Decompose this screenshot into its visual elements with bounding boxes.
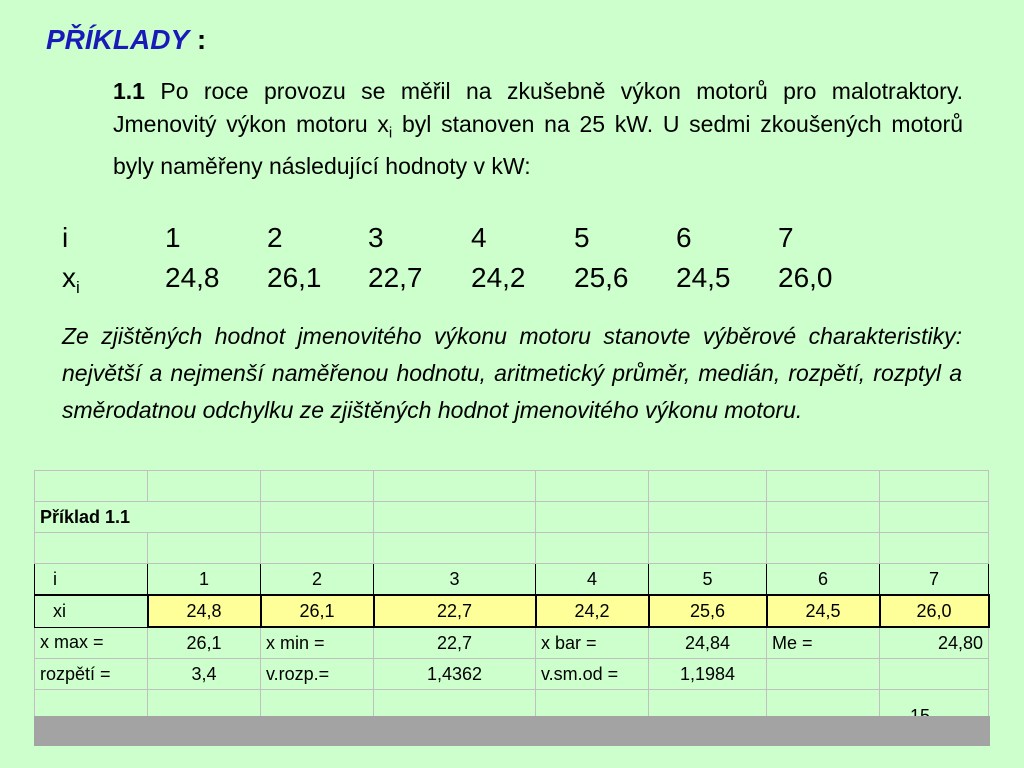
variance-label[interactable]: v.rozp.= bbox=[261, 659, 374, 690]
xbar-label[interactable]: x bar = bbox=[536, 627, 649, 659]
values-x-cell: 24,5 bbox=[676, 262, 731, 293]
sheet-i-cell[interactable]: 4 bbox=[536, 564, 649, 596]
sheet-x-cell[interactable]: 25,6 bbox=[649, 595, 767, 627]
sheet-cell[interactable] bbox=[374, 471, 536, 502]
sheet-x-cell[interactable]: 26,1 bbox=[261, 595, 374, 627]
task-line1: Po roce provozu se měřil na zkušebně výkon motorů pro malotraktory. Jmenovitý výkon motoru x bbox=[113, 78, 964, 137]
sheet-x-cell[interactable]: 24,8 bbox=[148, 595, 261, 627]
sheet-cell[interactable] bbox=[35, 533, 148, 564]
sheet-cell[interactable] bbox=[536, 471, 649, 502]
sheet-cell[interactable] bbox=[261, 502, 374, 533]
sheet-cell[interactable] bbox=[374, 502, 536, 533]
sheet-cell[interactable] bbox=[261, 471, 374, 502]
sheet-i-label[interactable]: i bbox=[35, 564, 148, 596]
sd-value[interactable]: 1,1984 bbox=[649, 659, 767, 690]
sheet-x-label[interactable]: xi bbox=[35, 595, 148, 627]
sheet-cell[interactable] bbox=[880, 659, 989, 690]
xbar-value[interactable]: 24,84 bbox=[649, 627, 767, 659]
title-colon: : bbox=[196, 24, 207, 55]
sheet-i-cell[interactable]: 7 bbox=[880, 564, 989, 596]
sheet-cell[interactable] bbox=[536, 502, 649, 533]
xmin-label[interactable]: x min = bbox=[261, 627, 374, 659]
sheet-cell[interactable] bbox=[880, 533, 989, 564]
values-i-cell: 5 bbox=[574, 222, 590, 253]
values-x-cell: 22,7 bbox=[368, 262, 423, 293]
spreadsheet-bottom-bar bbox=[34, 716, 990, 746]
sheet-cell[interactable] bbox=[880, 502, 989, 533]
sheet-x-cell[interactable]: 26,0 bbox=[880, 595, 989, 627]
median-label[interactable]: Me = bbox=[767, 627, 880, 659]
task-number: 1.1 bbox=[113, 78, 145, 104]
values-i-cell: 4 bbox=[471, 222, 487, 253]
values-x-cell: 24,8 bbox=[165, 262, 220, 293]
sheet-cell[interactable] bbox=[649, 471, 767, 502]
xmin-value[interactable]: 22,7 bbox=[374, 627, 536, 659]
sheet-i-cell[interactable]: 2 bbox=[261, 564, 374, 596]
sheet-row-x bbox=[35, 595, 989, 627]
values-x-cell: 26,1 bbox=[267, 262, 322, 293]
title-text: PŘÍKLADY bbox=[46, 24, 190, 55]
values-i-label: i bbox=[62, 222, 69, 253]
sheet-x-cell[interactable]: 24,2 bbox=[536, 595, 649, 627]
sheet-i-cell[interactable]: 1 bbox=[148, 564, 261, 596]
range-value[interactable]: 3,4 bbox=[148, 659, 261, 690]
sheet-cell[interactable] bbox=[148, 471, 261, 502]
sd-label[interactable]: v.sm.od = bbox=[536, 659, 649, 690]
spreadsheet-grid bbox=[34, 470, 990, 721]
values-x-label: $x_i$ bbox=[62, 262, 80, 297]
sheet-cell[interactable] bbox=[649, 533, 767, 564]
sheet-cell[interactable] bbox=[374, 533, 536, 564]
range-label[interactable]: rozpětí = bbox=[35, 659, 148, 690]
slide-title bbox=[46, 24, 206, 56]
sheet-row-stats2 bbox=[35, 659, 989, 690]
sheet-row-empty bbox=[35, 533, 989, 564]
xmax-value[interactable]: 26,1 bbox=[148, 627, 261, 659]
sheet-i-cell[interactable]: 3 bbox=[374, 564, 536, 596]
sheet-cell[interactable] bbox=[536, 533, 649, 564]
sheet-heading[interactable]: Příklad 1.1 bbox=[35, 502, 261, 533]
values-i-cell: 3 bbox=[368, 222, 384, 253]
sheet-row-i bbox=[35, 564, 989, 596]
values-i-cell: 2 bbox=[267, 222, 283, 253]
sheet-cell[interactable] bbox=[880, 471, 989, 502]
sheet-i-cell[interactable]: 5 bbox=[649, 564, 767, 596]
sheet-i-cell[interactable]: 6 bbox=[767, 564, 880, 596]
task-sub: i bbox=[388, 124, 393, 142]
sheet-x-cell[interactable]: 24,5 bbox=[767, 595, 880, 627]
sheet-cell[interactable] bbox=[767, 471, 880, 502]
variance-value[interactable]: 1,4362 bbox=[374, 659, 536, 690]
median-value[interactable]: 24,80 bbox=[880, 627, 989, 659]
values-i-cell: 6 bbox=[676, 222, 692, 253]
sheet-cell[interactable] bbox=[261, 533, 374, 564]
values-i-cell: 1 bbox=[165, 222, 181, 253]
sheet-cell[interactable] bbox=[767, 533, 880, 564]
task-text bbox=[113, 75, 963, 183]
sheet-cell[interactable] bbox=[148, 533, 261, 564]
sheet-row-empty bbox=[35, 471, 989, 502]
sheet-cell[interactable] bbox=[649, 502, 767, 533]
question-text: Ze zjištěných hodnot jmenovitého výkonu motoru stanovte výběrové charakteristiky: největší a nejmenší naměřenou hodnotu, aritmetický průměr, medián, rozpětí, rozptyl a směrodatnou odchylku ze zjištěných hodnot jmenovitého výkonu motoru. bbox=[62, 323, 962, 423]
values-x-cell: 25,6 bbox=[574, 262, 629, 293]
values-x-cell: 26,0 bbox=[778, 262, 833, 293]
sheet-cell[interactable] bbox=[767, 659, 880, 690]
sheet-row-stats1 bbox=[35, 627, 989, 659]
sheet-row-heading bbox=[35, 502, 989, 533]
values-i-cell: 7 bbox=[778, 222, 794, 253]
sheet-cell[interactable] bbox=[767, 502, 880, 533]
embedded-spreadsheet bbox=[34, 470, 990, 746]
xmax-label[interactable]: x max = bbox=[35, 627, 148, 659]
sheet-cell[interactable] bbox=[35, 471, 148, 502]
values-x-cell: 24,2 bbox=[471, 262, 526, 293]
sheet-x-cell[interactable]: 22,7 bbox=[374, 595, 536, 627]
task-line2: byl stanoven na 25 kW. U sedmi zkoušených motorů byly naměřeny následující hodnoty v kW: bbox=[113, 111, 963, 179]
